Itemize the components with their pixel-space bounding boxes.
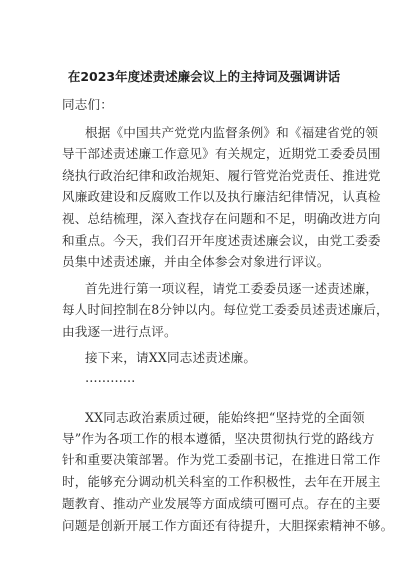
paragraph-4-line-1: XX同志政治素质过硬，能始终把“坚持党的全面领 bbox=[85, 410, 365, 425]
paragraph-1-line-7: 员集中述责述廉，并由全体参会对象进行评议。 bbox=[62, 254, 330, 269]
paragraph-1-line-4: 风廉政建设和反腐败工作以及执行廉洁纪律情况，认真检 bbox=[62, 189, 381, 204]
paragraph-1-line-1: 根据《中国共产党党内监督条例》和《福建省党的领 bbox=[85, 125, 379, 140]
salutation: 同志们： bbox=[62, 97, 113, 112]
paragraph-4-line-6: 问题是创新开展工作方面还有待提升，大胆探索精神不够。 bbox=[62, 518, 394, 533]
ellipsis-separator: ………… bbox=[85, 370, 136, 385]
paragraph-2-line-2: 每人时间控制在8分钟以内。每位党工委委员述责述廉后， bbox=[62, 302, 389, 317]
paragraph-1-line-5: 视、总结梳理，深入查找存在问题和不足，明确改进方向 bbox=[62, 211, 381, 226]
document-title: 在2023年度述责述廉会议上的主持词及强调讲话 bbox=[67, 69, 341, 84]
paragraph-4-line-2: 导”作为各项工作的根本遵循，坚决贯彻执行党的路线方 bbox=[62, 431, 375, 446]
paragraph-3-line-1: 接下来，请XX同志述责述廉。 bbox=[85, 350, 257, 365]
paragraph-1-line-6: 和重点。今天，我们召开年度述责述廉会议，由党工委委 bbox=[62, 233, 381, 248]
paragraph-1-line-3: 绕执行政治纪律和政治规矩、履行管党治党责任、推进党 bbox=[62, 168, 381, 183]
paragraph-4-line-5: 题教育、推动产业发展等方面成绩可圈可点。存在的主要 bbox=[62, 496, 381, 511]
paragraph-1-line-2: 导干部述责述廉工作意见》有关规定，近期党工委委员围 bbox=[62, 146, 381, 161]
paragraph-4-line-3: 针和重要决策部署。作为党工委副书记，在推进日常工作 bbox=[62, 452, 381, 467]
paragraph-2-line-3: 由我逐一进行点评。 bbox=[62, 324, 177, 339]
paragraph-4-line-4: 时，能够充分调动机关科室的工作积极性，去年在开展主 bbox=[62, 474, 381, 489]
paragraph-2-line-1: 首先进行第一项议程，请党工委委员逐一述责述廉， bbox=[85, 281, 379, 296]
